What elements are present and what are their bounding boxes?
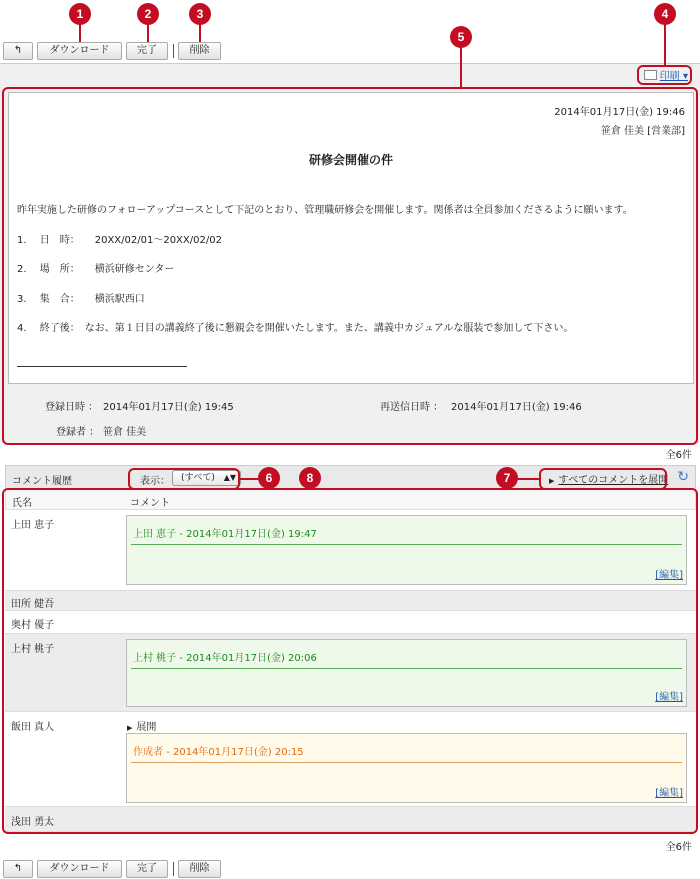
connector-7 [518, 478, 540, 480]
message-author: 笹倉 佳美 [営業部] [600, 126, 685, 137]
edit-link[interactable]: [編集] [655, 692, 683, 703]
message-line-2: 1. 日 時： 20XX/02/01～20XX/02/02 [17, 235, 222, 246]
edit-link[interactable]: [編集] [655, 788, 683, 799]
toolbar-separator [173, 44, 174, 58]
display-label: 表示： [140, 476, 170, 487]
comment-count-top: 全6件 [665, 450, 692, 461]
expand-label: 展開 [136, 722, 157, 733]
annotation-outline-4 [637, 65, 692, 85]
edit-link[interactable]: [編集] [655, 570, 683, 581]
col-comment: コメント [130, 498, 170, 509]
connector-1 [79, 24, 81, 42]
commenter-name: 上村 桃子 [11, 644, 55, 655]
callout-badge-4: 4 [654, 3, 676, 25]
refresh-icon[interactable]: ↻ [677, 469, 689, 485]
comment-title: 作成者 - 2014年01月17日(金) 20:15 [133, 747, 304, 758]
resent-label: 再送信日時 ： [380, 402, 444, 413]
print-label: 印刷 [659, 71, 680, 82]
top-toolbar [0, 40, 700, 64]
message-line-5: 4. 終了後： なお、第１日目の講義終了後に懇親会を開催いたします。また、講義中カジュアルな服装で参加して下さい。 [17, 323, 574, 334]
comment-count-bottom: 全6件 [665, 842, 692, 853]
registered-label: 登録日時 ： [45, 402, 99, 413]
connector-3 [199, 24, 201, 42]
back-button[interactable] [3, 42, 33, 60]
message-line-3: 2. 場 所： 横浜研修センター [17, 264, 175, 275]
connector-5 [460, 46, 462, 88]
bottom-toolbar [0, 858, 700, 879]
back-button[interactable] [3, 860, 33, 878]
comment-title: 上田 恵子 - 2014年01月17日(金) 19:47 [133, 529, 317, 540]
message-line-4: 3. 集 合： 横浜駅西口 [17, 294, 145, 305]
commenter-name: 上田 恵子 [11, 520, 55, 531]
annotation-outline-5 [2, 87, 698, 445]
triangle-right-icon: ▶ [127, 724, 133, 732]
commenter-name: 飯田 真人 [11, 722, 55, 733]
callout-badge-2: 2 [137, 3, 159, 25]
commenter-name: 浅田 勇太 [11, 817, 55, 828]
connector-4 [664, 24, 666, 66]
back-arrow-icon: ↰ [13, 45, 23, 56]
callout-badge-1: 1 [69, 3, 91, 25]
back-arrow-icon: ↰ [13, 863, 23, 874]
done-button[interactable]: 完了 [126, 860, 168, 878]
download-button[interactable]: ダウンロード [37, 860, 122, 878]
message-line-1: 昨年実施した研修のフォローアップコースとして下記のとおり、管理職研修会を開催します。関係者は全員参加くださるように願います。 [17, 205, 633, 216]
expand-all-label: すべてのコメントを展開 [558, 475, 669, 486]
message-title: 研修会開催の件 [308, 153, 393, 167]
toolbar-separator [173, 862, 174, 876]
annotation-outline-7 [539, 468, 667, 490]
delete-button[interactable]: 削除 [178, 42, 221, 60]
done-button[interactable]: 完了 [126, 42, 168, 60]
comment-history-label: コメント履歴 [12, 476, 72, 487]
message-datetime: 2014年01月17日(金) 19:46 [554, 107, 685, 118]
callout-badge-8: 8 [299, 467, 321, 489]
comment-title: 上村 桃子 - 2014年01月17日(金) 20:06 [133, 653, 317, 664]
select-arrows-icon: ▲▼ [223, 473, 236, 482]
callout-badge-7: 7 [496, 467, 518, 489]
registrant-value: 笹倉 佳美 [103, 427, 147, 438]
annotation-outline-8 [2, 488, 698, 834]
registered-value: 2014年01月17日(金) 19:45 [103, 402, 234, 413]
callout-badge-6: 6 [258, 467, 280, 489]
connector-6 [240, 478, 258, 480]
print-button[interactable]: 印刷 ▾ [640, 68, 692, 87]
callout-badge-5: 5 [450, 26, 472, 48]
connector-2 [147, 24, 149, 42]
commenter-name: 田所 健吾 [11, 599, 55, 610]
annotation-outline-6 [128, 468, 240, 490]
callout-badge-3: 3 [189, 3, 211, 25]
delete-button[interactable]: 削除 [178, 860, 221, 878]
col-name: 氏名 [12, 498, 32, 509]
download-button[interactable]: ダウンロード [37, 42, 122, 60]
resent-value: 2014年01月17日(金) 19:46 [451, 402, 582, 413]
triangle-right-icon: ▶ [549, 477, 555, 485]
commenter-name: 奥村 優子 [11, 620, 55, 631]
registrant-label: 登録者 ： [56, 427, 100, 438]
display-filter-value: (すべて) [181, 473, 215, 483]
